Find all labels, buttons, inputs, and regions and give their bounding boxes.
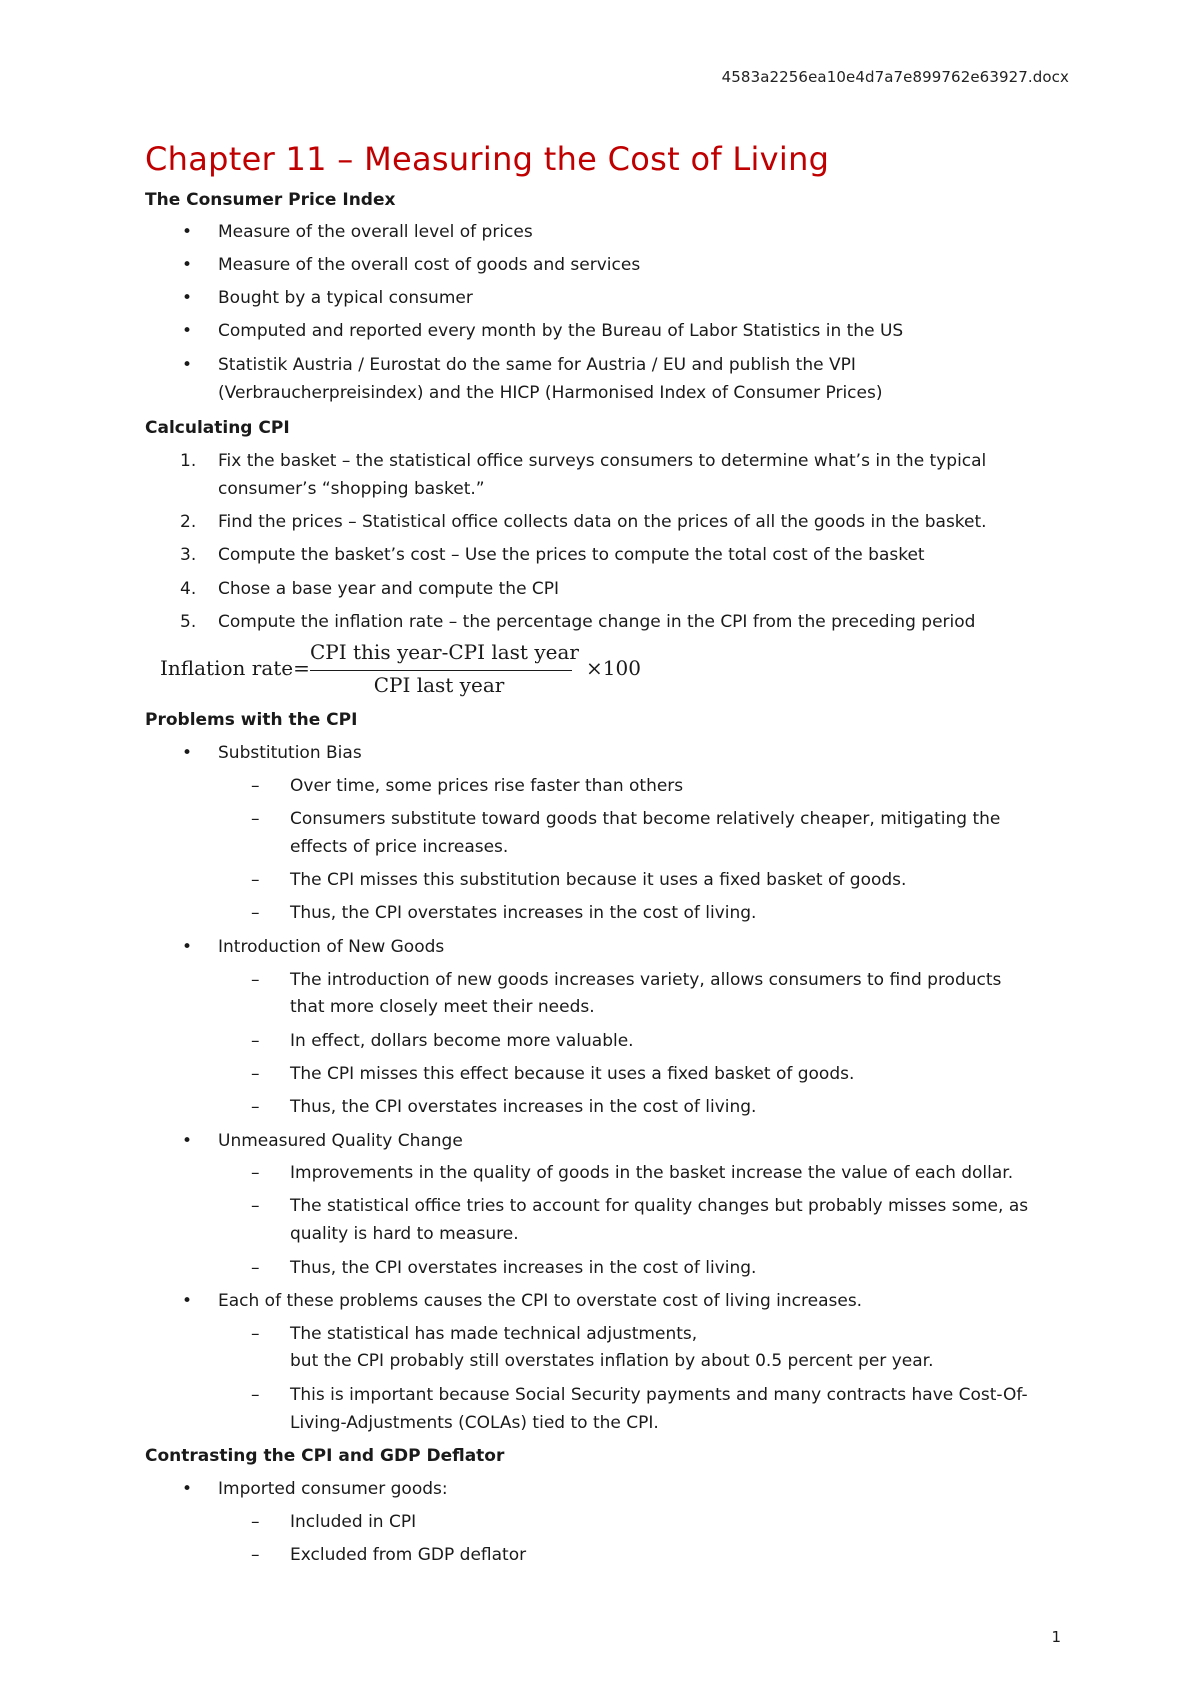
dash-icon: – — [251, 809, 260, 829]
sub-list-item — [0, 1163, 1200, 1191]
list-item-text: Fix the basket – the statistical office surveys consumers to determine what’s in the typical — [218, 451, 987, 471]
list-item-text: Chose a base year and compute the CPI — [218, 579, 560, 599]
section-heading-calculating-cpi: Calculating CPI — [145, 418, 290, 438]
dash-icon: – — [251, 870, 260, 890]
list-item-text: Measure of the overall level of prices — [218, 222, 533, 242]
list-number: 1. — [180, 451, 197, 471]
bullet-icon: • — [182, 937, 193, 957]
list-item — [0, 288, 1200, 316]
list-item — [0, 255, 1200, 283]
list-item — [0, 321, 1200, 349]
sub-list-item — [0, 903, 1200, 931]
list-item — [0, 545, 1200, 573]
bullet-icon: • — [182, 255, 193, 275]
dash-icon: – — [251, 1545, 260, 1565]
list-item-text: Statistik Austria / Eurostat do the same for Austria / EU and publish the VPI — [218, 355, 856, 375]
bullet-icon: • — [182, 222, 193, 242]
page-number: 1 — [1051, 1628, 1061, 1646]
list-item-text: Introduction of New Goods — [218, 937, 445, 957]
bullet-icon: • — [182, 1131, 193, 1151]
sub-list-item — [0, 970, 1200, 998]
dash-icon: – — [251, 1258, 260, 1278]
dash-icon: – — [251, 903, 260, 923]
bullet-icon: • — [182, 1479, 193, 1499]
dash-icon: – — [251, 776, 260, 796]
sub-list-item-text: Included in CPI — [290, 1512, 417, 1532]
list-item — [0, 222, 1200, 250]
sub-list-item — [0, 809, 1200, 837]
list-item-text: Measure of the overall cost of goods and services — [218, 255, 641, 275]
sub-list-item-text: The statistical office tries to account for quality changes but probably misses some, as — [290, 1196, 1029, 1216]
sub-list-item-text: The introduction of new goods increases variety, allows consumers to find products — [290, 970, 1002, 990]
sub-list-item — [0, 1031, 1200, 1059]
sub-list-item-text: The CPI misses this substitution because it uses a fixed basket of goods. — [290, 870, 907, 890]
sub-list-item-text: Thus, the CPI overstates increases in the cost of living. — [290, 1258, 757, 1278]
sub-list-item — [0, 776, 1200, 804]
sub-list-item-text: Thus, the CPI overstates increases in the cost of living. — [290, 903, 757, 923]
list-item-continuation: consumer’s “shopping basket.” — [218, 479, 485, 499]
section-heading-contrasting: Contrasting the CPI and GDP Deflator — [145, 1446, 505, 1466]
formula-lhs: Inflation rate= — [160, 656, 310, 680]
sub-list-item — [0, 1196, 1200, 1224]
list-item — [0, 355, 1200, 383]
list-number: 5. — [180, 612, 197, 632]
formula-numerator: CPI this year-CPI last year — [310, 640, 579, 664]
sub-list-item — [0, 1385, 1200, 1413]
formula-denominator: CPI last year — [373, 673, 505, 697]
sub-list-item-text: Thus, the CPI overstates increases in the cost of living. — [290, 1097, 757, 1117]
list-item-continuation: (Verbraucherpreisindex) and the HICP (Harmonised Index of Consumer Prices) — [218, 383, 883, 403]
list-item-text: Computed and reported every month by the Bureau of Labor Statistics in the US — [218, 321, 904, 341]
sub-list-item-text: Consumers substitute toward goods that become relatively cheaper, mitigating the — [290, 809, 1001, 829]
sub-list-item — [0, 1097, 1200, 1125]
dash-icon: – — [251, 1196, 260, 1216]
list-item-text: Substitution Bias — [218, 743, 362, 763]
list-item — [0, 937, 1200, 965]
sub-list-item-text: Over time, some prices rise faster than others — [290, 776, 684, 796]
list-item — [0, 1291, 1200, 1319]
sub-list-item-continuation: Living-Adjustments (COLAs) tied to the CPI. — [290, 1413, 659, 1433]
bullet-icon: • — [182, 743, 193, 763]
list-item — [0, 1479, 1200, 1507]
section-heading-cpi: The Consumer Price Index — [145, 190, 396, 210]
dash-icon: – — [251, 970, 260, 990]
sub-list-item — [0, 1064, 1200, 1092]
dash-icon: – — [251, 1512, 260, 1532]
bullet-icon: • — [182, 1291, 193, 1311]
dash-icon: – — [251, 1064, 260, 1084]
list-number: 3. — [180, 545, 197, 565]
sub-list-item — [0, 1324, 1200, 1352]
bullet-icon: • — [182, 321, 193, 341]
sub-list-item — [0, 1545, 1200, 1573]
list-number: 4. — [180, 579, 197, 599]
sub-list-item — [0, 870, 1200, 898]
list-item — [0, 612, 1200, 640]
dash-icon: – — [251, 1031, 260, 1051]
sub-list-item-text: This is important because Social Security payments and many contracts have Cost-Of- — [290, 1385, 1028, 1405]
sub-list-item-text: In effect, dollars become more valuable. — [290, 1031, 634, 1051]
list-item — [0, 451, 1200, 479]
header-filename: 4583a2256ea10e4d7a7e899762e63927.docx — [721, 68, 1069, 86]
list-number: 2. — [180, 512, 197, 532]
list-item-text: Find the prices – Statistical office collects data on the prices of all the goods in the basket. — [218, 512, 987, 532]
list-item-text: Each of these problems causes the CPI to overstate cost of living increases. — [218, 1291, 863, 1311]
list-item-text: Bought by a typical consumer — [218, 288, 473, 308]
sub-list-item-continuation: effects of price increases. — [290, 837, 509, 857]
list-item-text: Unmeasured Quality Change — [218, 1131, 463, 1151]
sub-list-item-continuation: but the CPI probably still overstates inflation by about 0.5 percent per year. — [290, 1351, 934, 1371]
dash-icon: – — [251, 1385, 260, 1405]
list-item-text: Imported consumer goods: — [218, 1479, 448, 1499]
fraction-bar — [310, 670, 572, 671]
formula-multiplier: ×100 — [586, 656, 641, 680]
chapter-title: Chapter 11 – Measuring the Cost of Living — [145, 140, 830, 178]
dash-icon: – — [251, 1097, 260, 1117]
list-item — [0, 579, 1200, 607]
sub-list-item — [0, 1512, 1200, 1540]
list-item-text: Compute the inflation rate – the percentage change in the CPI from the preceding period — [218, 612, 976, 632]
sub-list-item-text: Improvements in the quality of goods in the basket increase the value of each dollar. — [290, 1163, 1014, 1183]
sub-list-item-text: The CPI misses this effect because it uses a fixed basket of goods. — [290, 1064, 855, 1084]
sub-list-item-continuation: quality is hard to measure. — [290, 1224, 519, 1244]
sub-list-item-text: The statistical has made technical adjustments, — [290, 1324, 698, 1344]
sub-list-item — [0, 1258, 1200, 1286]
list-item — [0, 512, 1200, 540]
dash-icon: – — [251, 1324, 260, 1344]
dash-icon: – — [251, 1163, 260, 1183]
bullet-icon: • — [182, 355, 193, 375]
sub-list-item-continuation: that more closely meet their needs. — [290, 997, 595, 1017]
section-heading-problems: Problems with the CPI — [145, 710, 358, 730]
list-item-text: Compute the basket’s cost – Use the prices to compute the total cost of the basket — [218, 545, 925, 565]
list-item — [0, 1131, 1200, 1159]
bullet-icon: • — [182, 288, 193, 308]
sub-list-item-text: Excluded from GDP deflator — [290, 1545, 527, 1565]
list-item — [0, 743, 1200, 771]
